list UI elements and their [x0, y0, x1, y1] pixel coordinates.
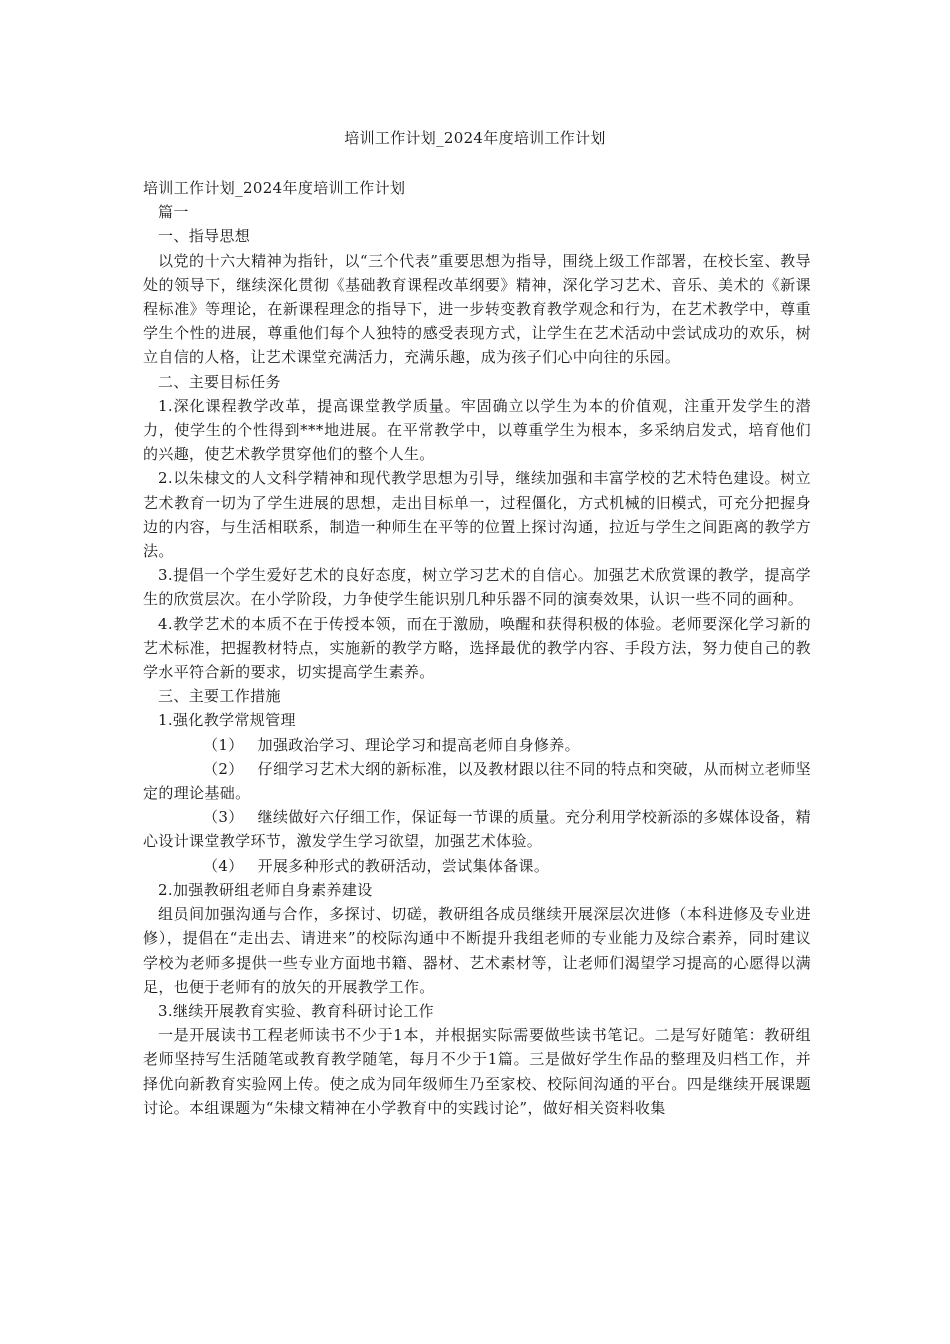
section-heading: 二、主要目标任务: [158, 372, 281, 391]
paragraph: 2.以朱棣文的人文科学精神和现代教学思想为引导，继续加强和丰富学校的艺术特色建设。树立艺术教育一切为了学生进展的思想，走出目标单一，过程僵化，方式机械的旧模式，可充分把握身边的内容，与生活相联系，制造一种师生在平等的位置上探讨沟通，拉近与学生之间距离的教学方法。: [143, 469, 811, 561]
list-item: [143, 854, 811, 878]
subsection-heading: 2.加强教研组老师自身素养建设: [158, 880, 373, 899]
paragraph: 一是开展读书工程老师读书不少于1本，并根据实际需要做些读书笔记。二是写好随笔：教研组老师坚持写生活随笔或教育教学随笔，每月不少于1篇。三是做好学生作品的整理及归档工作，并择优向新教育实验网上传。使之成为同年级师生乃至家校、校际间沟通的平台。四是继续开展课题讨论。本组课题为“朱棣文精神在小学教育中的实践讨论”，做好相关资料收集: [143, 1026, 811, 1117]
section-heading: 三、主要工作措施: [158, 687, 281, 706]
list-item-label: （4）: [203, 856, 244, 875]
list-item-label: （3）: [203, 808, 244, 827]
list-item-text: 继续做好六仔细工作，保证每一节课的质量。充分利用学校新添的多媒体设备，精心设计课堂教学环节，激发学生学习欲望，加强艺术体验。: [143, 808, 811, 851]
list-item: [143, 733, 811, 757]
list-item-text: 开展多种形式的教研活动，尝试集体备课。: [257, 856, 550, 875]
list-item-text: 仔细学习艺术大纲的新标准，以及教材跟以往不同的特点和突破，从而树立老师坚定的理论基础。: [143, 759, 811, 803]
list-item: [143, 757, 811, 805]
subsection-heading: 3.继续开展教育实验、教育科研讨论工作: [158, 1001, 434, 1020]
paragraph: 3.提倡一个学生爱好艺术的良好态度，树立学习艺术的自信心。加强艺术欣赏课的教学，提高学生的欣赏层次。在小学阶段，力争使学生能识别几种乐器不同的演奏效果，认识一些不同的画种。: [143, 566, 811, 609]
section-heading: 一、指导思想: [158, 227, 251, 246]
document-body: [143, 176, 811, 1120]
paragraph: 以党的十六大精神为指针，以“三个代表”重要思想为指导，围绕上级工作部署，在校长室、教导处的领导下，继续深化贯彻《基础教育课程改革纲要》精神，深化学习艺术、音乐、美术的《新课程标准》等理论，在新课程理念的指导下，进一步转变教育教学观念和行为，在艺术教学中，尊重学生个性的进展，尊重他们每个人独特的感受表现方式，让学生在艺术活动中尝试成功的欢乐，树立自信的人格，让艺术课堂充满活力，充满乐趣，成为孩子们心中向往的乐园。: [143, 251, 811, 367]
document-title: 培训工作计划_2024年度培训工作计划: [344, 129, 606, 147]
list-item: [143, 805, 811, 853]
subsection-heading: 1.强化教学常规管理: [158, 711, 296, 730]
list-item-label: （1）: [203, 735, 244, 754]
list-item-label: （2）: [203, 759, 244, 778]
paragraph: 组员间加强沟通与合作，多探讨、切磋，教研组各成员继续开展深层次进修（本科进修及专业进修），提倡在“走出去、请进来”的校际沟通中不断提升我组老师的专业能力及综合素养，同时建议学校为老师多提供一些专业方面地书籍、器材、艺术素材等，让老师们渴望学习提高的心愿得以满足，也便于老师有的放矢的开展教学工作。: [143, 905, 811, 996]
paragraph: 1.深化课程教学改革，提高课堂教学质量。牢固确立以学生为本的价值观，注重开发学生的潜力，使学生的个性得到***地进展。在平常教学中，以尊重学生为根本，多采纳启发式，培育他们的兴趣，使艺术教学贯穿他们的整个人生。: [143, 396, 811, 464]
paragraph: 4.教学艺术的本质不在于传授本领，而在于激励，唤醒和获得积极的体验。老师要深化学习新的艺术标准，把握教材特点，实施新的教学方略，选择最优的教学内容、手段方法，努力使自己的教学水平符合新的要求，切实提高学生素养。: [143, 614, 811, 682]
list-item-text: 加强政治学习、理论学习和提高老师自身修养。: [257, 735, 580, 754]
document-subtitle: 培训工作计划_2024年度培训工作计划: [143, 179, 406, 197]
part-label: 篇一: [158, 203, 189, 222]
